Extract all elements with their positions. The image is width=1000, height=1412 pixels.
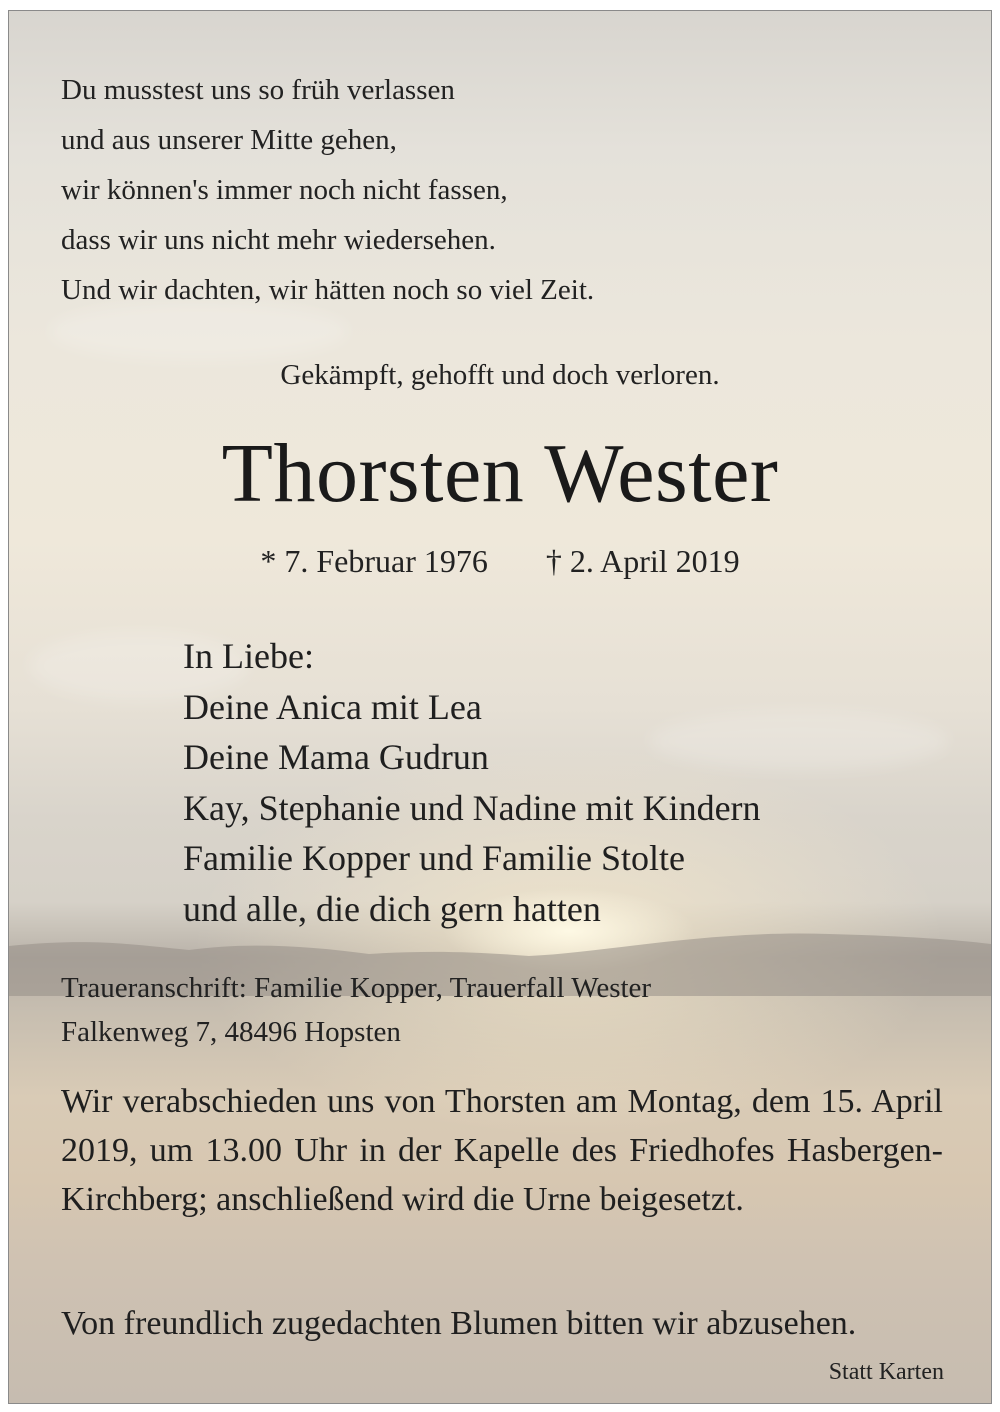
family-list	[183, 631, 761, 934]
deceased-name: Thorsten Wester	[221, 427, 779, 520]
family-line: In Liebe:	[183, 636, 314, 676]
poem-line: wir können's immer noch nicht fassen,	[61, 174, 508, 206]
address-line-1: Traueranschrift: Familie Kopper, Trauerfall Wester	[61, 972, 652, 1004]
mourning-address	[61, 966, 651, 1054]
service-announcement: Wir verabschieden uns von Thorsten am Montag, dem 15. April 2019, um 13.00 Uhr in der Kapelle des Friedhofes Hasbergen-Kirchberg; anschließend wird die Urne beigesetzt.	[61, 1083, 943, 1218]
poem-line: Und wir dachten, wir hätten noch so viel Zeit.	[61, 274, 595, 306]
life-dates	[9, 543, 991, 580]
poem-line: Du musstest uns so früh verlassen	[61, 74, 455, 106]
family-line: Kay, Stephanie und Nadine mit Kindern	[183, 787, 761, 828]
birth-date: * 7. Februar 1976	[260, 543, 488, 579]
statt-karten-note: Statt Karten	[828, 1359, 944, 1385]
family-line: Familie Kopper und Familie Stolte	[183, 838, 685, 878]
poem	[61, 65, 594, 315]
family-line: Deine Anica mit Lea	[183, 686, 482, 727]
death-date: † 2. April 2019	[545, 543, 740, 579]
obituary-card	[8, 10, 992, 1404]
family-line: Deine Mama Gudrun	[183, 737, 489, 777]
family-line: und alle, die dich gern hatten	[183, 888, 601, 929]
poem-line: dass wir uns nicht mehr wiedersehen.	[61, 224, 496, 256]
address-line-2: Falkenweg 7, 48496 Hopsten	[61, 1016, 401, 1048]
flowers-notice: Von freundlich zugedachten Blumen bitten wir abzusehen.	[61, 1305, 857, 1342]
poem-line: und aus unserer Mitte gehen,	[61, 124, 397, 156]
motto: Gekämpft, gehofft und doch verloren.	[280, 359, 720, 391]
